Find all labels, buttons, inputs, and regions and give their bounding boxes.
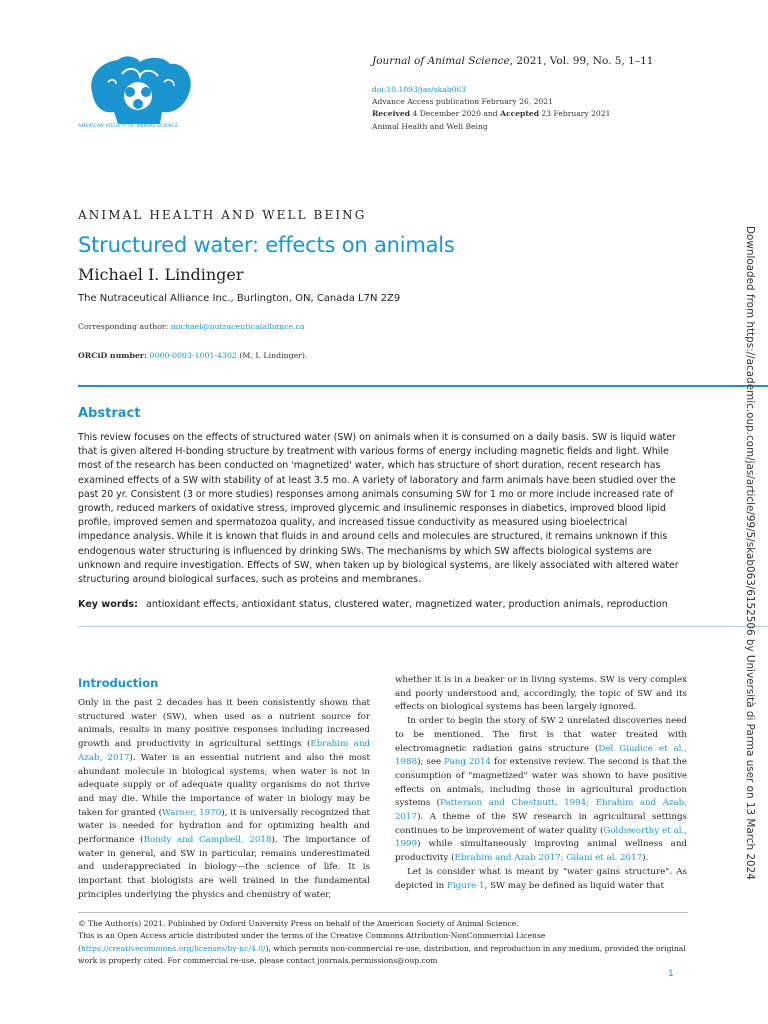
citation-link[interactable]: Pang 2014 xyxy=(444,757,492,768)
journal-citation xyxy=(372,55,732,67)
paragraph: Only in the past 2 decades has it been consistently shown that structured water (SW), when used as a nutrient source for animals, results in many positive responses including increased growth and productivity in agricultural settings (Ebrahim and Azab, 2017). Water is an essential nutrient and also the most abundant molecule in biological systems; when water is not in adequate supply or of adequate quality organisms do not thrive and may die. While the importance of water in biology may be taken for granted (Warner, 1970), it is universally recognized that water is needed for hydration and for optimizing health and performance (Bondy and Campbell, 2018). The importance of water in general, and SW in particular, remains underestimated and underappreciated in biology—the science of life. It is important that biologists are well trained in the fundamental principles underlying the physics and chemistry of water, xyxy=(78,698,370,900)
figure-link[interactable]: Figure 1 xyxy=(447,880,485,891)
download-watermark xyxy=(740,226,760,880)
journal-volume: , 2021, Vol. 99, No. 5, 1–11 xyxy=(509,55,654,67)
email-link[interactable]: michael@nutraceuticalalliance.ca xyxy=(170,322,305,331)
citation-link[interactable]: Warner, 1970 xyxy=(162,807,222,818)
license-link[interactable]: https://creativecommons.org/licenses/by-nc/4.0/ xyxy=(80,943,266,953)
abstract-heading: Abstract xyxy=(78,406,141,421)
page-number: 1 xyxy=(668,969,674,979)
society-name: AMERICAN SOCIETY OF ANIMAL SCIENCE xyxy=(78,124,179,129)
footnote-divider xyxy=(78,912,688,913)
citation-link[interactable]: Ebrahim and Azab, 2017 xyxy=(78,739,370,763)
download-note: Downloaded from https://academic.oup.com/jas/article/99/5/skab063/6152506 by Università di Parma user on 13 March 2024 xyxy=(744,226,756,880)
keywords-label: Key words: xyxy=(78,599,138,610)
article-title: Structured water: effects on animals xyxy=(78,233,455,257)
body-column-right xyxy=(395,674,687,893)
abstract-text: This review focuses on the effects of structured water (SW) on animals when it is consumed on a daily basis. SW is liquid water that is given altered H-bonding structure by treatment with various forms of energy including magnetic fields and light. While most of the research has been conducted on 'magnetized' water, which has structure of short duration, recent research has examined effects of a SW with stability of at least 3.5 mo. A variety of laboratory and farm animals have been studied over the past 20 yr. Consistent (3 or more studies) responses among animals consuming SW for 1 mo or more include increased rate of growth, reduced markers of oxidative stress, improved glycemic and insulinemic responses in diabetics, improved blood lipid profile, improved semen and spermatozoa quality, and increased tissue conductivity as measured using bioelectrical impedance analysis. While it is known that fluids in and around cells and molecules are structured, it remains unknown if this endogenous water structuring is influenced by drinking SWs. The mechanisms by which SW affects biological systems are unknown and require investigation. Effects of SW, when taken up by biological systems, are likely associated with altered water structuring around biological surfaces, such as proteins and membranes. xyxy=(78,432,679,586)
citation-link[interactable]: Patterson and Chestnutt, 1994; Ebrahim and Azab, 2017 xyxy=(395,798,687,823)
citation-link[interactable]: Del Giudice et al., 1988 xyxy=(395,743,687,768)
citation-link[interactable]: Bondy and Campbell, 2018 xyxy=(143,835,272,846)
citation-link[interactable]: Ebrahim and Azab 2017; Gilani et al. 2017 xyxy=(454,853,643,864)
body-column-left xyxy=(78,697,370,903)
doi-link[interactable]: doi:10.1093/jas/skab063 xyxy=(372,85,467,94)
divider xyxy=(78,626,768,627)
keywords-text: antioxidant effects, antioxidant status, clustered water, magnetized water, production animals, reproduction xyxy=(145,599,668,610)
section-heading: ANIMAL HEALTH AND WELL BEING xyxy=(78,208,367,222)
orcid-line: ORCiD number: 0000-0003-1001-4302 (M. I. Lindinger). xyxy=(78,351,308,360)
received-accepted: Received 4 December 2020 and Accepted 23 February 2021 xyxy=(372,109,611,119)
article-meta xyxy=(372,84,732,133)
paragraph: Let is consider what is meant by "water gains structure". As depicted in Figure 1, SW may be defined as liquid water that xyxy=(395,866,687,891)
article-category: Animal Health and Well Being xyxy=(372,121,488,131)
license-line: This is an Open Access article distributed under the terms of the Creative Commons Attribution-NonCommercial License (https://creativecommons.org/licenses/by-nc/4.0/), which permits non-commercial re-use, distribution, and reproduction in any medium, provided the original work is properly cited. For commercial re-use, please contact journals.permissions@oup.com xyxy=(78,931,686,966)
citation-link[interactable]: Goldsworthy et al., 1999 xyxy=(395,825,687,850)
asas-logo xyxy=(78,52,200,134)
copyright-line: © The Author(s) 2021. Published by Oxford University Press on behalf of the American Society of Animal Science. xyxy=(78,919,519,928)
affiliation: The Nutraceutical Alliance Inc., Burlington, ON, Canada L7N 2Z9 xyxy=(78,293,401,304)
divider xyxy=(78,385,768,387)
introduction-heading: Introduction xyxy=(78,676,159,690)
journal-name: Journal of Animal Science xyxy=(372,55,510,67)
author-name: Michael I. Lindinger xyxy=(78,265,244,284)
paragraph: In order to begin the story of SW 2 unrelated discoveries need to be mentioned. The first is that water treated with electromagnetic radiation gains structure (Del Giudice et al., 1988); see Pang 2014 for extensive review. The second is that the consumption of "magnetized" water was shown to have positive effects on animals, including those in agricultural production systems (Patterson and Chestnutt, 1994; Ebrahim and Azab, 2017). A theme of the SW research in agricultural settings continues to be improvement of water quality (Goldsworthy et al., 1999) while simultaneously improving animal wellness and productivity (Ebrahim and Azab 2017; Gilani et al. 2017). xyxy=(395,716,687,864)
corresponding-author: Corresponding author: michael@nutraceuticalalliance.ca xyxy=(78,322,305,331)
keywords xyxy=(78,599,698,610)
paragraph: whether it is in a beaker or in living systems. SW is very complex and poorly understood and, accordingly, the topic of SW and its effects on biological systems has been largely ignored. xyxy=(395,675,687,713)
advance-access: Advance Access publication February 26, 2021 xyxy=(372,97,553,107)
orcid-link[interactable]: 0000-0003-1001-4302 xyxy=(149,351,237,360)
copyright-footnote xyxy=(78,918,693,968)
